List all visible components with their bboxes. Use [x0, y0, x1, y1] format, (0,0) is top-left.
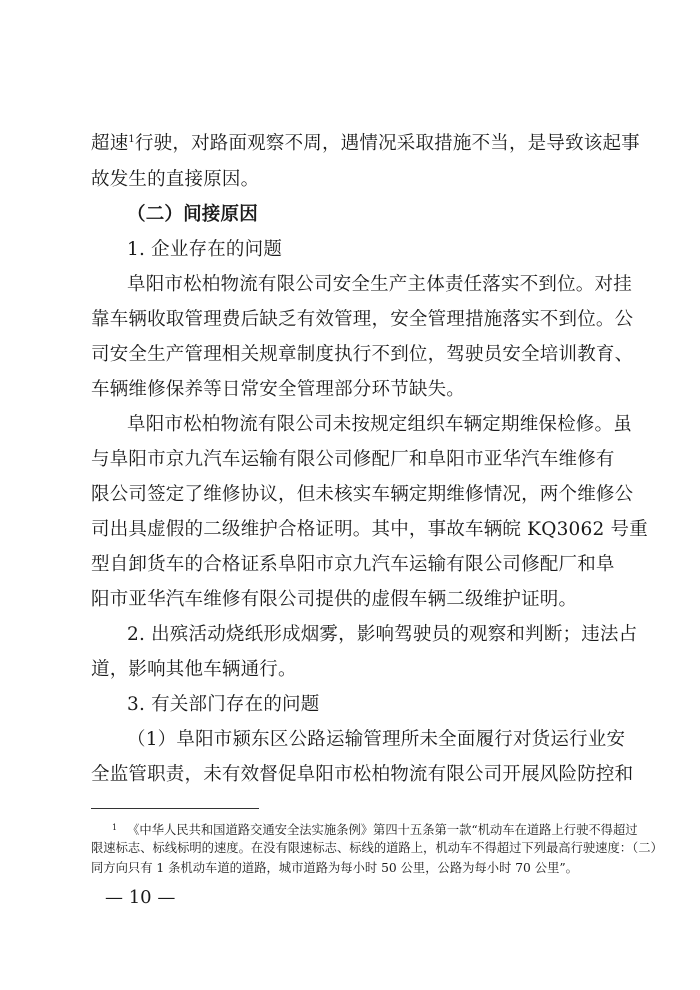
- footnote-marker: 1: [112, 823, 118, 832]
- paragraph-line: [91, 128, 640, 160]
- paragraph-line: 2. 出殡活动烧纸形成烟雾，影响驾驶员的观察和判断；违法占: [127, 624, 638, 645]
- paragraph-line: 司安全生产管理相关规章制度执行不到位，驾驶员安全培训教育、: [91, 344, 634, 365]
- section-heading: （二）间接原因: [127, 204, 258, 225]
- paragraph-line: 靠车辆收取管理费后缺乏有效管理，安全管理措施落实不到位。公: [91, 309, 634, 330]
- footnote-line: 同方向只有 1 条机动车道的道路，城市道路为每小时 50 公里，公路为每小时 70 公里”。: [91, 861, 578, 875]
- text-span: 超速: [91, 133, 129, 154]
- paragraph-line: 道，影响其他车辆通行。: [91, 659, 297, 680]
- paragraph-line: 阜阳市松柏物流有限公司安全生产主体责任落实不到位。对挂: [127, 274, 632, 295]
- footnote-ref[interactable]: 1: [128, 134, 135, 145]
- paragraph-line: 阜阳市松柏物流有限公司未按规定组织车辆定期维保检修。虽: [127, 414, 632, 435]
- paragraph-line: （1）阜阳市颍东区公路运输管理所未全面履行对货运行业安: [127, 729, 626, 750]
- page-number: — 10 —: [105, 887, 176, 908]
- footnote-text: 《中华人民共和国道路交通安全法实施条例》第四十五条第一款“机动车在道路上行驶不得超过: [127, 823, 638, 837]
- subsection-heading: 1. 企业存在的问题: [127, 239, 283, 260]
- footnote-separator: [91, 808, 259, 809]
- paragraph-line: 型自卸货车的合格证系阜阳市京九汽车运输有限公司修配厂和阜: [91, 554, 615, 575]
- paragraph-line: 车辆维修保养等日常安全管理部分环节缺失。: [91, 379, 466, 400]
- footnote-line: 限速标志、标线标明的速度。在没有限速标志、标线的道路上，机动车不得超过下列最高行驶速度：（二）: [91, 841, 663, 855]
- paragraph-line: 故发生的直接原因。: [91, 169, 260, 190]
- paragraph-line: 司出具虚假的二级维护合格证明。其中，事故车辆皖 KQ3062 号重: [91, 519, 648, 540]
- text-span: 行驶，对路面观察不周，遇情况采取措施不当，是导致该起事: [134, 133, 640, 154]
- paragraph-line: 阳市亚华汽车维修有限公司提供的虚假车辆二级维护证明。: [91, 589, 578, 610]
- footnote-line: [112, 818, 638, 838]
- subsection-heading: 3. 有关部门存在的问题: [127, 694, 320, 715]
- paragraph-line: 与阜阳市京九汽车运输有限公司修配厂和阜阳市亚华汽车维修有: [91, 449, 615, 470]
- paragraph-line: 限公司签定了维修协议，但未核实车辆定期维修情况，两个维修公: [91, 484, 634, 505]
- paragraph-line: 全监管职责，未有效督促阜阳市松柏物流有限公司开展风险防控和: [91, 764, 634, 785]
